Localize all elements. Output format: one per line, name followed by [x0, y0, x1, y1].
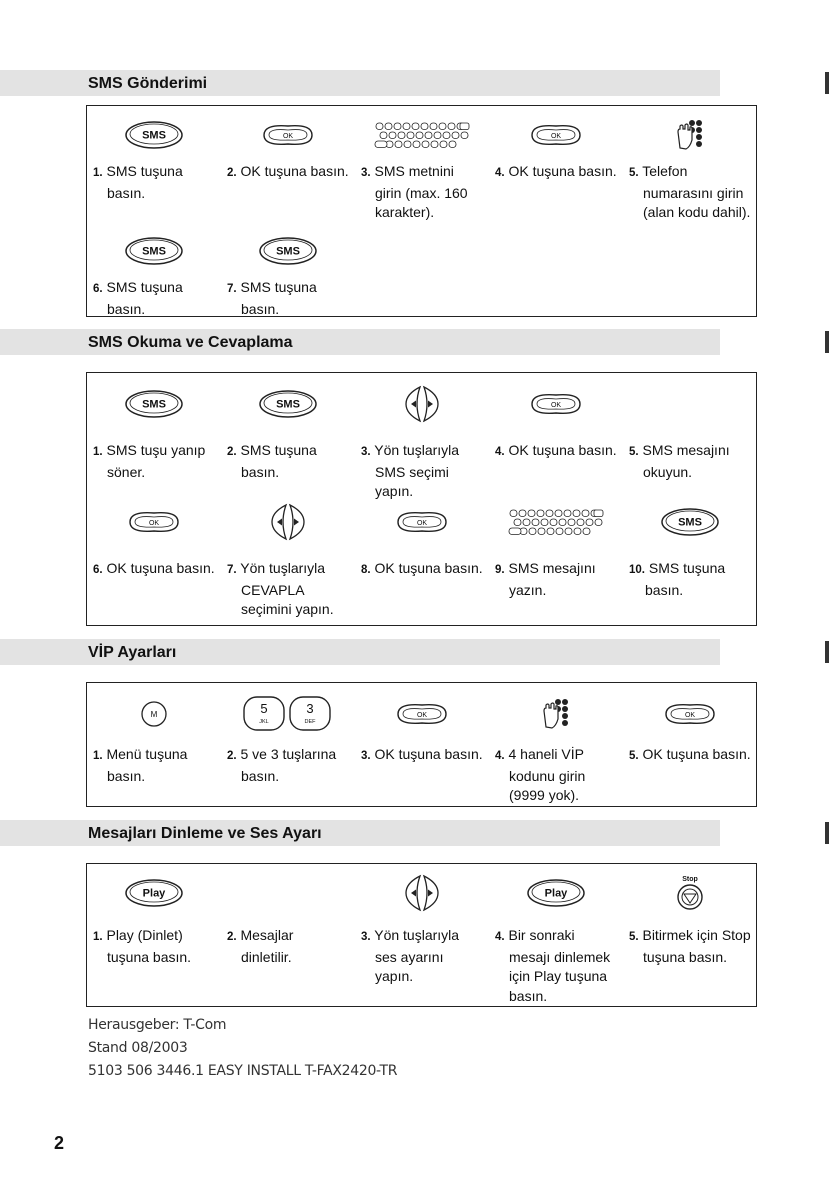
play-key-icon — [124, 878, 184, 908]
step-instruction: OK tuşuna basın. — [504, 163, 617, 179]
step-text — [227, 278, 317, 319]
steps-box-messages — [86, 863, 757, 1007]
step-number: 2. — [227, 446, 237, 458]
step-instruction: Play (Dinlet) tuşuna basın. — [106, 927, 192, 965]
step-number: 6. — [93, 564, 103, 576]
step-4-4 — [489, 876, 623, 1004]
step-text — [495, 926, 610, 1006]
step-2-5 — [623, 387, 757, 487]
steps-box-sms-send — [86, 105, 757, 317]
section-header-vip — [0, 639, 720, 665]
step-icon-wrap — [623, 387, 757, 421]
ok-key-icon — [260, 120, 316, 150]
step-text — [629, 441, 730, 482]
svg-text:SMS: SMS — [276, 245, 300, 258]
step-2-9 — [489, 505, 623, 605]
step-icon-wrap — [489, 505, 623, 539]
section-title: SMS Okuma ve Cevaplama — [88, 334, 293, 351]
step-3-5 — [623, 697, 757, 797]
step-text — [227, 559, 334, 620]
step-instruction: SMS tuşuna basın. — [106, 163, 183, 201]
steps-box-sms-read — [86, 372, 757, 626]
svg-text:OK: OK — [684, 712, 696, 719]
step-instruction: SMS tuşuna basın. — [106, 279, 183, 317]
keypad-hand-icon — [538, 697, 574, 731]
svg-text:OK: OK — [550, 133, 562, 140]
sms-key-icon — [258, 389, 318, 419]
footer-publisher: Herausgeber: T-Com — [88, 1017, 227, 1033]
step-number: 8. — [361, 564, 371, 576]
svg-text:OK: OK — [148, 520, 160, 527]
step-instruction: SMS mesajını yazın. — [508, 560, 596, 598]
step-number: 2. — [227, 750, 237, 762]
step-text — [361, 745, 483, 767]
svg-text:OK: OK — [416, 520, 428, 527]
step-2-7 — [221, 505, 355, 617]
svg-text:SMS: SMS — [276, 398, 300, 411]
step-number: 9. — [495, 564, 505, 576]
step-icon-wrap — [87, 505, 221, 539]
step-text — [629, 926, 751, 967]
keypad-hand-icon — [672, 118, 708, 152]
step-text — [93, 162, 183, 203]
step-instruction: SMS metnini girin (max. 160 karakter). — [374, 163, 468, 220]
svg-text:SMS: SMS — [678, 516, 702, 529]
step-text — [495, 441, 617, 463]
step-icon-wrap — [221, 387, 355, 421]
step-text — [495, 745, 585, 806]
sms-key-icon — [124, 120, 184, 150]
step-number: 5. — [629, 167, 639, 179]
step-number: 4. — [495, 750, 505, 762]
step-3-4 — [489, 697, 623, 803]
step-2-2 — [221, 387, 355, 487]
step-1-1 — [87, 118, 221, 218]
step-instruction: SMS tuşuna basın. — [240, 279, 317, 317]
step-instruction: Yön tuşlarıyla CEVAPLA seçimini yapın. — [240, 560, 334, 617]
step-text — [227, 926, 294, 967]
step-text — [93, 559, 215, 581]
step-icon-wrap — [221, 234, 355, 268]
step-number: 5. — [629, 931, 639, 943]
step-icon-wrap — [221, 505, 355, 539]
step-instruction: Yön tuşlarıyla ses ayarını yapın. — [374, 927, 460, 984]
sms-key-icon — [258, 236, 318, 266]
step-icon-wrap — [87, 697, 221, 731]
svg-text:SMS: SMS — [142, 398, 166, 411]
edge-mark — [825, 641, 829, 663]
step-instruction: OK tuşuna basın. — [638, 746, 751, 762]
menu-key-icon — [139, 699, 169, 729]
ok-key-icon — [528, 120, 584, 150]
step-text — [93, 278, 183, 319]
step-number: 1. — [93, 931, 103, 943]
step-instruction: Menü tuşuna basın. — [106, 746, 188, 784]
step-instruction: OK tuşuna basın. — [102, 560, 215, 576]
step-text — [361, 926, 459, 987]
step-4-2 — [221, 876, 355, 976]
step-instruction: Mesajlar dinletilir. — [240, 927, 294, 965]
step-text — [93, 441, 205, 482]
arrow-keys-icon — [400, 873, 444, 913]
step-instruction: OK tuşuna basın. — [370, 560, 483, 576]
step-number: 5. — [629, 446, 639, 458]
step-number: 4. — [495, 446, 505, 458]
step-instruction: OK tuşuna basın. — [504, 442, 617, 458]
ok-key-icon — [126, 507, 182, 537]
svg-text:OK: OK — [416, 712, 428, 719]
steps-box-vip — [86, 682, 757, 807]
section-title: Mesajları Dinleme ve Ses Ayarı — [88, 825, 322, 842]
step-icon-wrap — [489, 697, 623, 731]
step-icon-wrap — [87, 118, 221, 152]
step-number: 1. — [93, 167, 103, 179]
step-number: 4. — [495, 167, 505, 179]
svg-text:OK: OK — [550, 402, 562, 409]
svg-text:Stop: Stop — [682, 876, 698, 883]
svg-text:Play: Play — [142, 887, 166, 900]
step-text — [227, 162, 349, 184]
step-icon-wrap — [355, 505, 489, 539]
step-text — [495, 162, 617, 184]
sms-key-icon — [660, 507, 720, 537]
step-icon-wrap — [355, 697, 489, 731]
step-icon-wrap — [623, 118, 757, 152]
step-instruction: 5 ve 3 tuşlarına basın. — [240, 746, 337, 784]
step-number: 10. — [629, 564, 645, 576]
step-3-2 — [221, 697, 355, 797]
step-icon-wrap — [87, 387, 221, 421]
step-number: 3. — [361, 446, 371, 458]
step-icon-wrap — [221, 118, 355, 152]
step-number: 6. — [93, 283, 103, 295]
svg-text:SMS: SMS — [142, 245, 166, 258]
step-instruction: SMS tuşuna basın. — [645, 560, 726, 598]
step-number: 1. — [93, 446, 103, 458]
step-text — [361, 162, 468, 223]
step-icon-wrap — [623, 697, 757, 731]
svg-text:M: M — [150, 710, 158, 719]
ok-key-icon — [394, 699, 450, 729]
step-text — [495, 559, 596, 600]
edge-mark — [825, 331, 829, 353]
step-2-1 — [87, 387, 221, 487]
section-title: VİP Ayarları — [88, 644, 177, 661]
step-1-5 — [623, 118, 757, 218]
stop-key-icon — [670, 873, 710, 913]
svg-text:5: 5 — [260, 701, 268, 716]
step-number: 2. — [227, 167, 237, 179]
step-text — [227, 441, 317, 482]
step-instruction: Yön tuşlarıyla SMS seçimi yapın. — [374, 442, 460, 499]
step-text — [629, 745, 751, 767]
step-text — [93, 926, 191, 967]
ok-key-icon — [528, 389, 584, 419]
step-1-4 — [489, 118, 623, 218]
step-2-3 — [355, 387, 489, 499]
keyboard-icon — [372, 120, 472, 150]
svg-text:OK: OK — [282, 133, 294, 140]
step-instruction: OK tuşuna basın. — [370, 746, 483, 762]
step-1-3 — [355, 118, 489, 218]
section-title: SMS Gönderimi — [88, 75, 208, 92]
step-icon-wrap — [355, 387, 489, 421]
keyboard-icon — [506, 507, 606, 537]
footer-date: Stand 08/2003 — [88, 1040, 188, 1056]
svg-text:DEF: DEF — [304, 719, 316, 725]
page-number: 2 — [54, 1133, 65, 1153]
digit-keys-icon — [240, 694, 336, 734]
step-icon-wrap — [355, 876, 489, 910]
section-header-sms-read — [0, 329, 720, 355]
step-2-10 — [623, 505, 757, 605]
step-4-3 — [355, 876, 489, 984]
step-instruction: OK tuşuna basın. — [236, 163, 349, 179]
step-2-6 — [87, 505, 221, 605]
step-4-5 — [623, 876, 757, 976]
step-text — [361, 441, 459, 502]
arrow-keys-icon — [266, 502, 310, 542]
svg-text:SMS: SMS — [142, 129, 166, 142]
ok-key-icon — [394, 507, 450, 537]
step-4-1 — [87, 876, 221, 976]
step-number: 7. — [227, 564, 237, 576]
section-header-messages — [0, 820, 720, 846]
step-icon-wrap — [87, 234, 221, 268]
play-key-icon — [526, 878, 586, 908]
step-1-6 — [87, 234, 221, 334]
step-number: 3. — [361, 750, 371, 762]
step-2-8 — [355, 505, 489, 605]
edge-mark — [825, 72, 829, 94]
step-icon-wrap — [489, 118, 623, 152]
step-number: 5. — [629, 750, 639, 762]
step-instruction: Telefon numarasını girin (alan kodu dahil). — [642, 163, 751, 220]
step-icon-wrap — [87, 876, 221, 910]
edge-mark — [825, 822, 829, 844]
step-text — [227, 745, 336, 786]
step-icon-wrap — [623, 876, 757, 910]
step-number: 3. — [361, 167, 371, 179]
sms-key-icon — [124, 389, 184, 419]
step-icon-wrap — [489, 876, 623, 910]
step-instruction: Bitirmek için Stop tuşuna basın. — [642, 927, 751, 965]
step-text — [629, 559, 725, 600]
step-number: 7. — [227, 283, 237, 295]
step-2-4 — [489, 387, 623, 487]
svg-text:JKL: JKL — [259, 719, 269, 725]
step-instruction: Bir sonraki mesajı dinlemek için Play tuşuna basın. — [508, 927, 611, 1004]
step-3-3 — [355, 697, 489, 797]
step-text — [361, 559, 483, 581]
step-number: 2. — [227, 931, 237, 943]
step-icon-wrap — [489, 387, 623, 421]
step-instruction: SMS mesajını okuyun. — [642, 442, 730, 480]
step-instruction: SMS tuşu yanıp söner. — [106, 442, 206, 480]
svg-text:Play: Play — [544, 887, 568, 900]
footer-doc-id: 5103 506 3446.1 EASY INSTALL T-FAX2420-TR — [88, 1063, 398, 1079]
step-icon-wrap — [355, 118, 489, 152]
ok-key-icon — [662, 699, 718, 729]
arrow-keys-icon — [400, 384, 444, 424]
step-icon-wrap — [623, 505, 757, 539]
svg-text:3: 3 — [306, 701, 314, 716]
step-icon-wrap — [221, 876, 355, 910]
sms-key-icon — [124, 236, 184, 266]
step-1-7 — [221, 234, 355, 334]
step-number: 3. — [361, 931, 371, 943]
step-number: 4. — [495, 931, 505, 943]
step-1-2 — [221, 118, 355, 218]
step-text — [93, 745, 187, 786]
step-text — [629, 162, 750, 223]
step-number: 1. — [93, 750, 103, 762]
step-instruction: SMS tuşuna basın. — [240, 442, 317, 480]
step-instruction: 4 haneli VİP kodunu girin (9999 yok). — [508, 746, 586, 803]
step-3-1 — [87, 697, 221, 797]
section-header-sms-send — [0, 70, 720, 96]
step-icon-wrap — [221, 697, 355, 731]
